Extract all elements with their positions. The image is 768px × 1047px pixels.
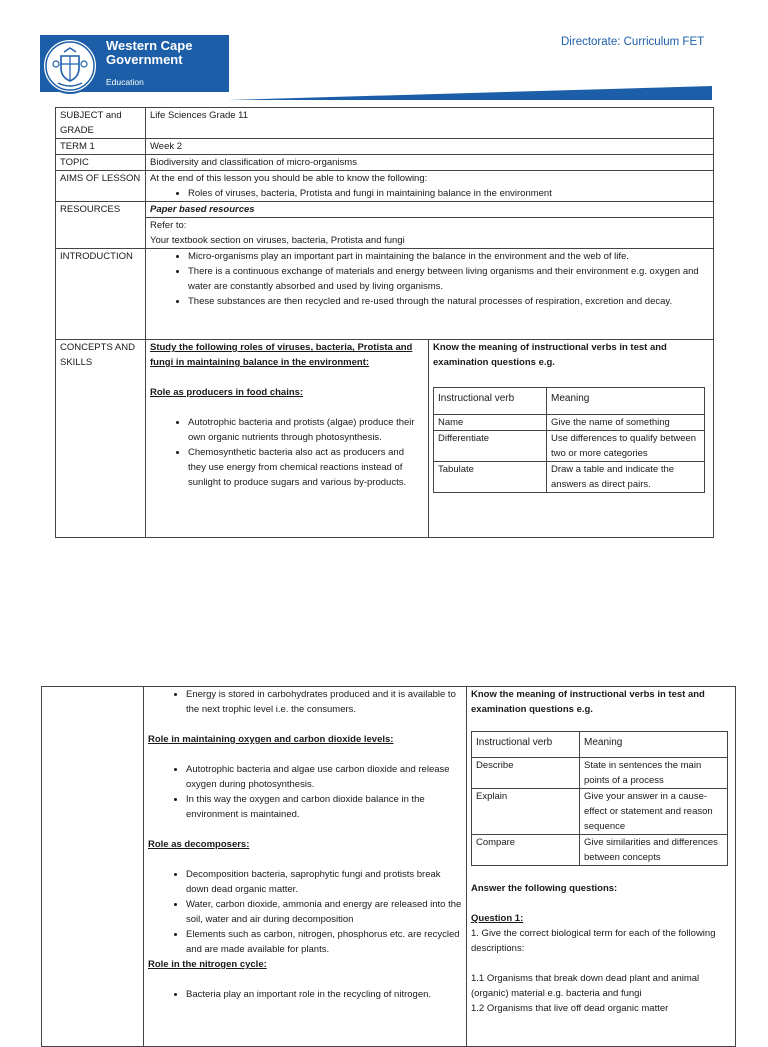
nitrogen-bullet: • Bacteria play an important role in the recycling of nitrogen. <box>186 987 462 1002</box>
producers-heading: Role as producers in food chains: <box>150 387 304 398</box>
decomposers-list <box>148 867 462 957</box>
introduction-cell <box>146 249 714 340</box>
producers-bullet: • Chemosynthetic bacteria also act as producers and they use energy from chemical reactions instead of sunlight to produce sugars and various by-products. <box>188 445 424 490</box>
directorate-label: Directorate: Curriculum FET <box>561 36 705 48</box>
verbs-heading: Know the meaning of instructional verbs in test and examination questions e.g. <box>433 342 667 368</box>
empty-label-cell <box>42 687 144 1047</box>
oxygen-bullet: • Autotrophic bacteria and algae use carbon dioxide and release oxygen during photosynthesis. <box>186 762 462 792</box>
questions-cell <box>467 687 736 1047</box>
decomposers-bullet: • Decomposition bacteria, saprophytic fungi and protists break down dead organic matter. <box>186 867 462 897</box>
resources-type: Paper based resources <box>146 202 714 218</box>
label-introduction: INTRODUCTION <box>56 249 146 340</box>
resources-cell <box>146 218 714 249</box>
question-1-1: 1.1 Organisms that break down dead plant and animal (organic) material e.g. bacteria and fungi <box>471 973 700 999</box>
roles-cell <box>144 687 467 1047</box>
label-term: TERM 1 <box>56 139 146 155</box>
coat-of-arms-icon <box>42 38 98 94</box>
oxygen-heading: Role in maintaining oxygen and carbon dioxide levels: <box>148 734 394 745</box>
aims-list <box>150 186 709 201</box>
label-resources: RESOURCES <box>56 202 146 249</box>
verb-cell: Differentiate <box>434 431 547 462</box>
question-text: 1. Give the correct biological term for each of the following descriptions: <box>471 928 716 954</box>
nitrogen-list <box>148 987 462 1002</box>
verb-cell: Compare <box>472 835 580 866</box>
header-stripe <box>228 86 712 100</box>
decomposers-bullet: • Elements such as carbon, nitrogen, phosphorus etc. are recycled and are made available for plants. <box>186 927 462 957</box>
energy-bullet: • Energy is stored in carbohydrates produced and it is available to the next trophic level i.e. the consumers. <box>186 687 462 717</box>
value-topic: Biodiversity and classification of micro-organisms <box>146 155 714 171</box>
question-1-2: 1.2 Organisms that live off dead organic matter <box>471 1003 669 1014</box>
continuation-table <box>41 686 736 1047</box>
oxygen-bullet: • In this way the oxygen and carbon dioxide balance in the environment is maintained. <box>186 792 462 822</box>
resources-refer: Refer to: <box>150 220 187 231</box>
decomposers-heading: Role as decomposers: <box>148 839 250 850</box>
verbs-cell <box>429 340 714 538</box>
meaning-cell: Draw a table and indicate the answers as direct pairs. <box>547 462 705 493</box>
answer-heading: Answer the following questions: <box>471 883 618 894</box>
meaning-cell: Give the name of something <box>547 415 705 431</box>
verbs-col-verb: Instructional verb <box>472 732 580 758</box>
verb-cell: Explain <box>472 789 580 835</box>
intro-list <box>150 249 709 309</box>
meaning-cell: Give your answer in a cause-effect or statement and reason sequence <box>580 789 728 835</box>
label-topic: TOPIC <box>56 155 146 171</box>
verb-cell: Name <box>434 415 547 431</box>
meaning-cell: Give similarities and differences between concepts <box>580 835 728 866</box>
aims-intro: At the end of this lesson you should be able to know the following: <box>150 173 428 184</box>
verbs-col-meaning: Meaning <box>547 388 705 415</box>
meaning-cell: Use differences to qualify between two or more categories <box>547 431 705 462</box>
intro-bullet: • These substances are then recycled and re-used through the natural processes of respiration, excretion and decay. <box>188 294 709 309</box>
value-subject: Life Sciences Grade 11 <box>146 108 714 139</box>
value-week: Week 2 <box>146 139 714 155</box>
meaning-cell: State in sentences the main points of a process <box>580 758 728 789</box>
producers-bullet: • Autotrophic bacteria and protists (algae) produce their own organic nutrients through photosynthesis. <box>188 415 424 445</box>
verb-cell: Describe <box>472 758 580 789</box>
label-concepts: CONCEPTS AND SKILLS <box>56 340 146 538</box>
aims-cell <box>146 171 714 202</box>
label-aims: AIMS OF LESSON <box>56 171 146 202</box>
intro-bullet: • Micro-organisms play an important part in maintaining the balance in the environment and the web of life. <box>188 249 709 264</box>
lesson-table <box>55 107 714 538</box>
intro-bullet: • There is a continuous exchange of materials and energy between living organisms and their environment e.g. oxygen and water are constantly absorbed and used by living organisms. <box>188 264 709 294</box>
brand-line-2: Government <box>106 52 183 67</box>
study-heading: Study the following roles of viruses, bacteria, Protista and fungi in maintaining balance in the environment: <box>150 342 413 368</box>
brand-line-1: Western Cape <box>106 38 193 53</box>
verbs-col-meaning: Meaning <box>580 732 728 758</box>
nitrogen-heading: Role in the nitrogen cycle: <box>148 959 267 970</box>
question-heading: Question 1: <box>471 913 524 924</box>
verbs-table <box>471 731 728 866</box>
oxygen-list <box>148 762 462 822</box>
concepts-cell <box>146 340 429 538</box>
aims-bullet: • Roles of viruses, bacteria, Protista and fungi in maintaining balance in the environment <box>188 186 709 201</box>
verbs-col-verb: Instructional verb <box>434 388 547 415</box>
verbs-heading: Know the meaning of instructional verbs in test and examination questions e.g. <box>471 689 705 715</box>
verbs-table <box>433 387 705 493</box>
verb-cell: Tabulate <box>434 462 547 493</box>
label-subject: SUBJECT and GRADE <box>56 108 146 139</box>
energy-list <box>148 687 462 717</box>
resources-text: Your textbook section on viruses, bacteria, Protista and fungi <box>150 235 405 246</box>
brand-line-3: Education <box>106 77 144 87</box>
decomposers-bullet: • Water, carbon dioxide, ammonia and energy are released into the soil, water and air during decomposition <box>186 897 462 927</box>
producers-list <box>150 415 424 490</box>
